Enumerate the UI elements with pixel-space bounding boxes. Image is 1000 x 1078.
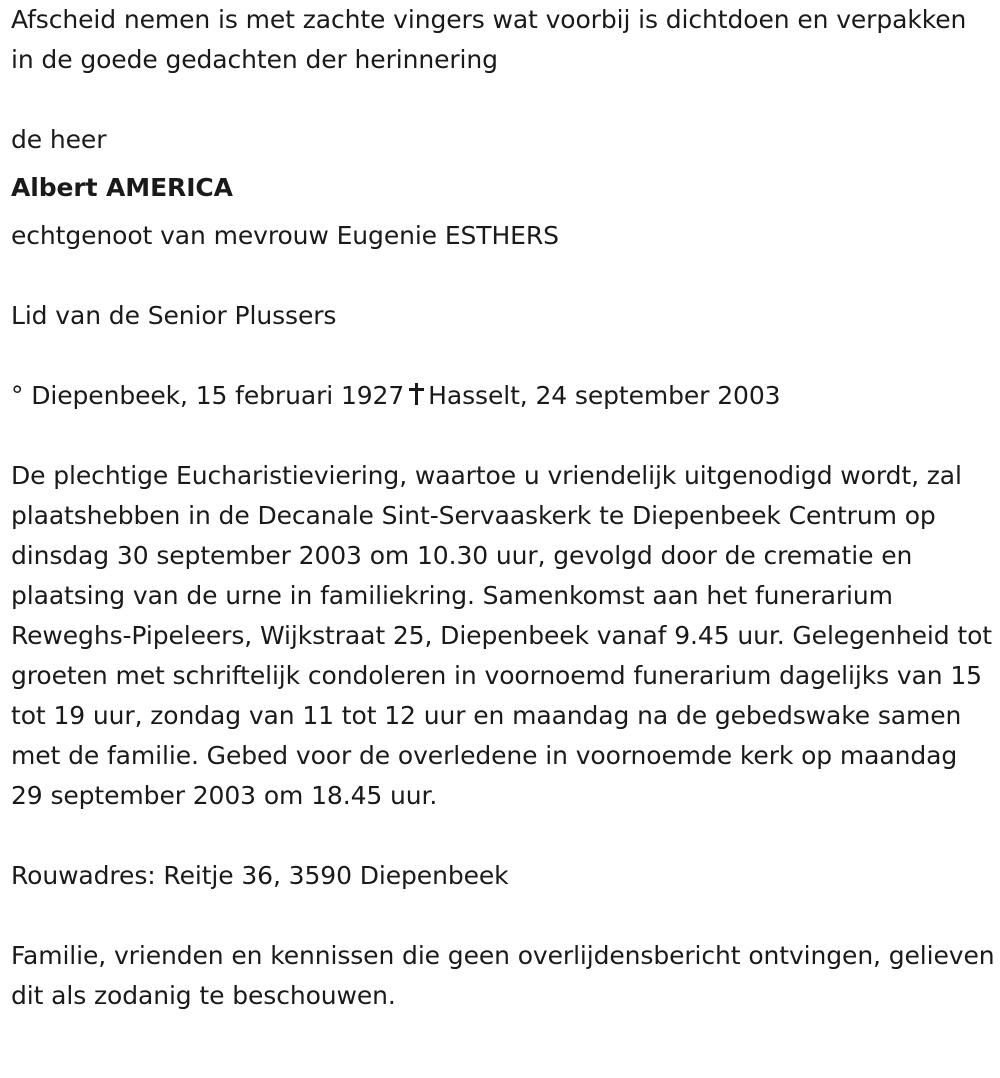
cross-icon: [409, 383, 424, 405]
membership-line: Lid van de Senior Plussers: [11, 301, 337, 330]
opening-quote: Afscheid nemen is met zachte vingers wat voorbij is dichtdoen en verpakken in de goede gedachten der herinnering: [11, 5, 967, 74]
spacer: [11, 816, 996, 856]
birth-info: ° Diepenbeek, 15 februari 1927: [11, 381, 405, 410]
deceased-name: Albert AMERICA: [11, 173, 233, 202]
closing-paragraph: Familie, vrienden en kennissen die geen overlijdensbericht ontvingen, gelieven dit als zodanig te beschouwen.: [11, 941, 995, 1010]
life-dates: [11, 376, 996, 416]
spacer: [11, 896, 996, 936]
obituary-notice: [11, 0, 996, 1016]
spacer: [11, 256, 996, 296]
spacer: [11, 416, 996, 456]
spouse-line: echtgenoot van mevrouw Eugenie ESTHERS: [11, 221, 559, 250]
spacer: [11, 336, 996, 376]
death-info: Hasselt, 24 september 2003: [428, 381, 781, 410]
mourning-address: Rouwadres: Reitje 36, 3590 Diepenbeek: [11, 861, 509, 890]
ceremony-paragraph: De plechtige Eucharistieviering, waartoe u vriendelijk uitgenodigd wordt, zal plaatshebben in de Decanale Sint-Servaaskerk te Diepenbeek Centrum op dinsdag 30 september 2003 om 10.30 uur, gevolgd door de crematie en plaatsing van de urne in familiekring. Samenkomst aan het funerarium Reweghs-Pipeleers, Wijkstraat 25, Diepenbeek vanaf 9.45 uur. Gelegenheid tot groeten met schriftelijk condoleren in voornoemd funerarium dagelijks van 15 tot 19 uur, zondag van 11 tot 12 uur en maandag na de gebedswake samen met de familie. Gebed voor de overledene in voornoemde kerk op maandag 29 september 2003 om 18.45 uur.: [11, 461, 992, 810]
title-prefix: de heer: [11, 125, 107, 154]
spacer: [11, 80, 996, 120]
